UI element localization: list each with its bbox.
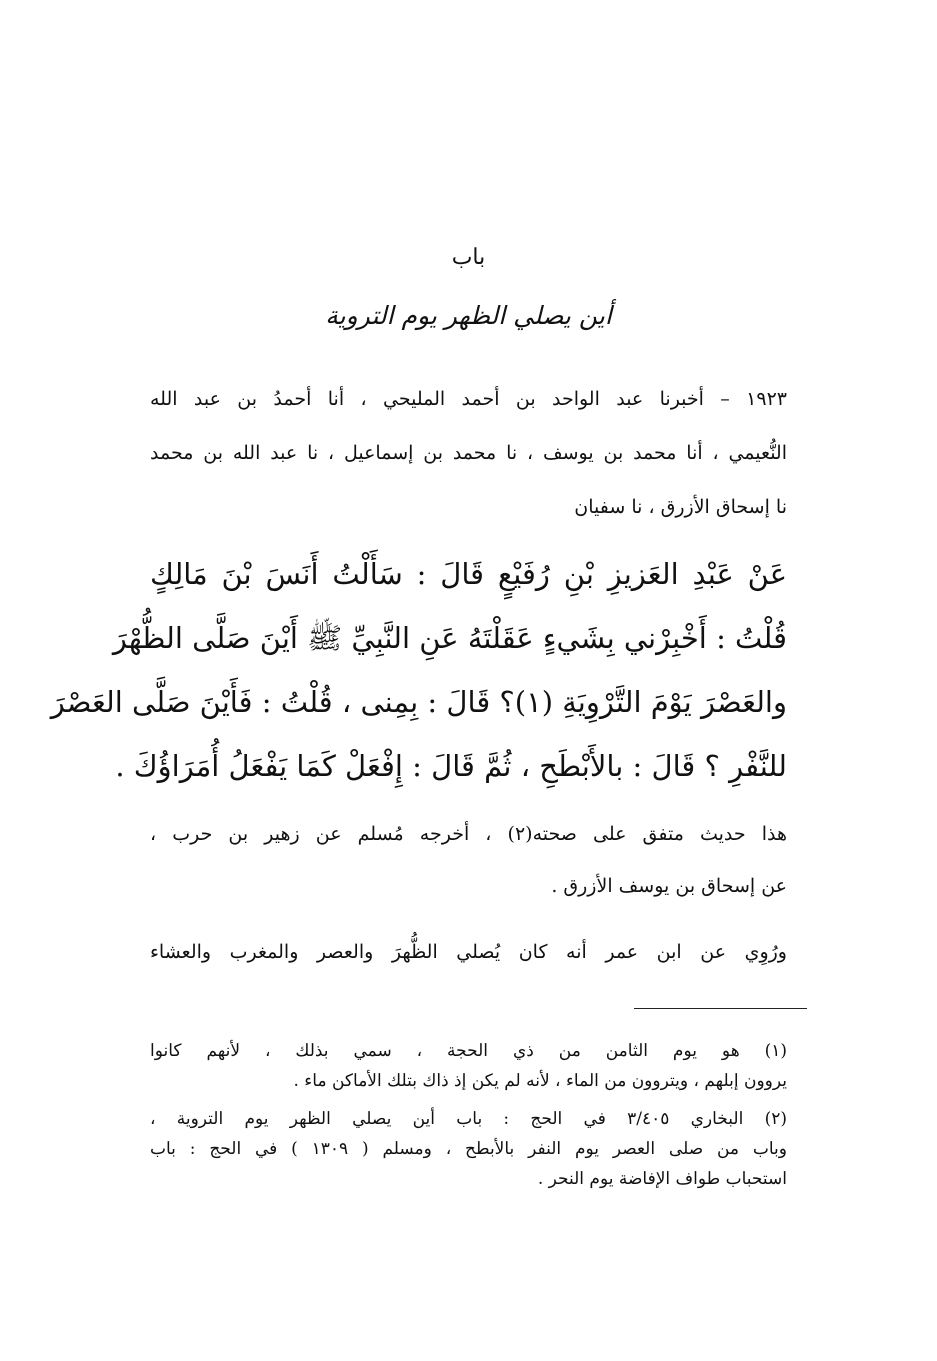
footnote-line: وباب من صلى العصر يوم النفر بالأبطح ، ومسلم ( ١٣٠٩ ) في الحج : باب: [150, 1139, 787, 1159]
commentary: [150, 808, 787, 912]
footnote-divider: [634, 1008, 807, 1009]
footnote-line: يروون إبلهم ، ويتروون من الماء ، لأنه لم يكن إذ ذاك بتلك الأماكن ماء .: [293, 1071, 787, 1091]
commentary-line: هذا حديث متفق على صحته(٢) ، أخرجه مُسلم عن زهير بن حرب ،: [150, 823, 788, 845]
riwaya-paragraph: [150, 926, 787, 978]
hadith-isnad: [150, 372, 787, 534]
chapter-title: أين يصلي الظهر يوم التروية: [325, 301, 612, 330]
matn-line: قُلْتُ : أَخْبِرْني بِشَيءٍ عَقَلْتَهُ عَنِ النَّبِيِّ ﷺ أَيْنَ صَلَّى الظُّهْرَ: [112, 621, 787, 655]
hadith-matn: [50, 542, 787, 798]
matn-line: عَنْ عَبْدِ العَزيزِ بْنِ رُفَيْعٍ قَالَ : سَأَلْتُ أَنَسَ بْنَ مَالِكٍ: [150, 557, 787, 591]
riwaya-line: ورُوِي عن ابن عمر أنه كان يُصلي الظُّهرَ والعصر والمغرب والعشاء: [150, 941, 787, 963]
chapter-label: باب: [451, 245, 486, 270]
isnad-line: النُّعيمي ، أنا محمد بن يوسف ، نا محمد بن إسماعيل ، نا عبد الله بن محمد: [150, 442, 787, 464]
footnote-line: (١) هو يوم الثامن من ذي الحجة ، سمي بذلك ، لأنهم كانوا: [150, 1041, 787, 1061]
commentary-line: عن إسحاق بن يوسف الأزرق .: [551, 875, 787, 897]
footnote-line: استحباب طواف الإفاضة يوم النحر .: [537, 1169, 787, 1189]
isnad-line: نا إسحاق الأزرق ، نا سفيان: [574, 496, 787, 518]
matn-line: للنَّفْرِ ؟ قَالَ : بالأَبْطَحِ ، ثُمَّ قَالَ : إِفْعَلْ كَمَا يَفْعَلُ أُمَرَاؤُكَ .: [115, 749, 787, 783]
footnote-line: (٢) البخاري ٣/٤٠٥ في الحج : باب أين يصلي الظهر يوم التروية ،: [150, 1109, 787, 1129]
footnote-gap: [150, 1096, 787, 1104]
matn-line: والعَصْرَ يَوْمَ التَّرْوِيَةِ (١)؟ قَالَ : بِمِنى ، قُلْتُ : فَأَيْنَ صَلَّى العَصْرَ: [50, 685, 787, 719]
isnad-line: ١٩٢٣ – أخبرنا عبد الواحد بن أحمد المليحي ، أنا أحمدُ بن عبد الله: [150, 388, 787, 410]
footnotes: [150, 1036, 787, 1194]
